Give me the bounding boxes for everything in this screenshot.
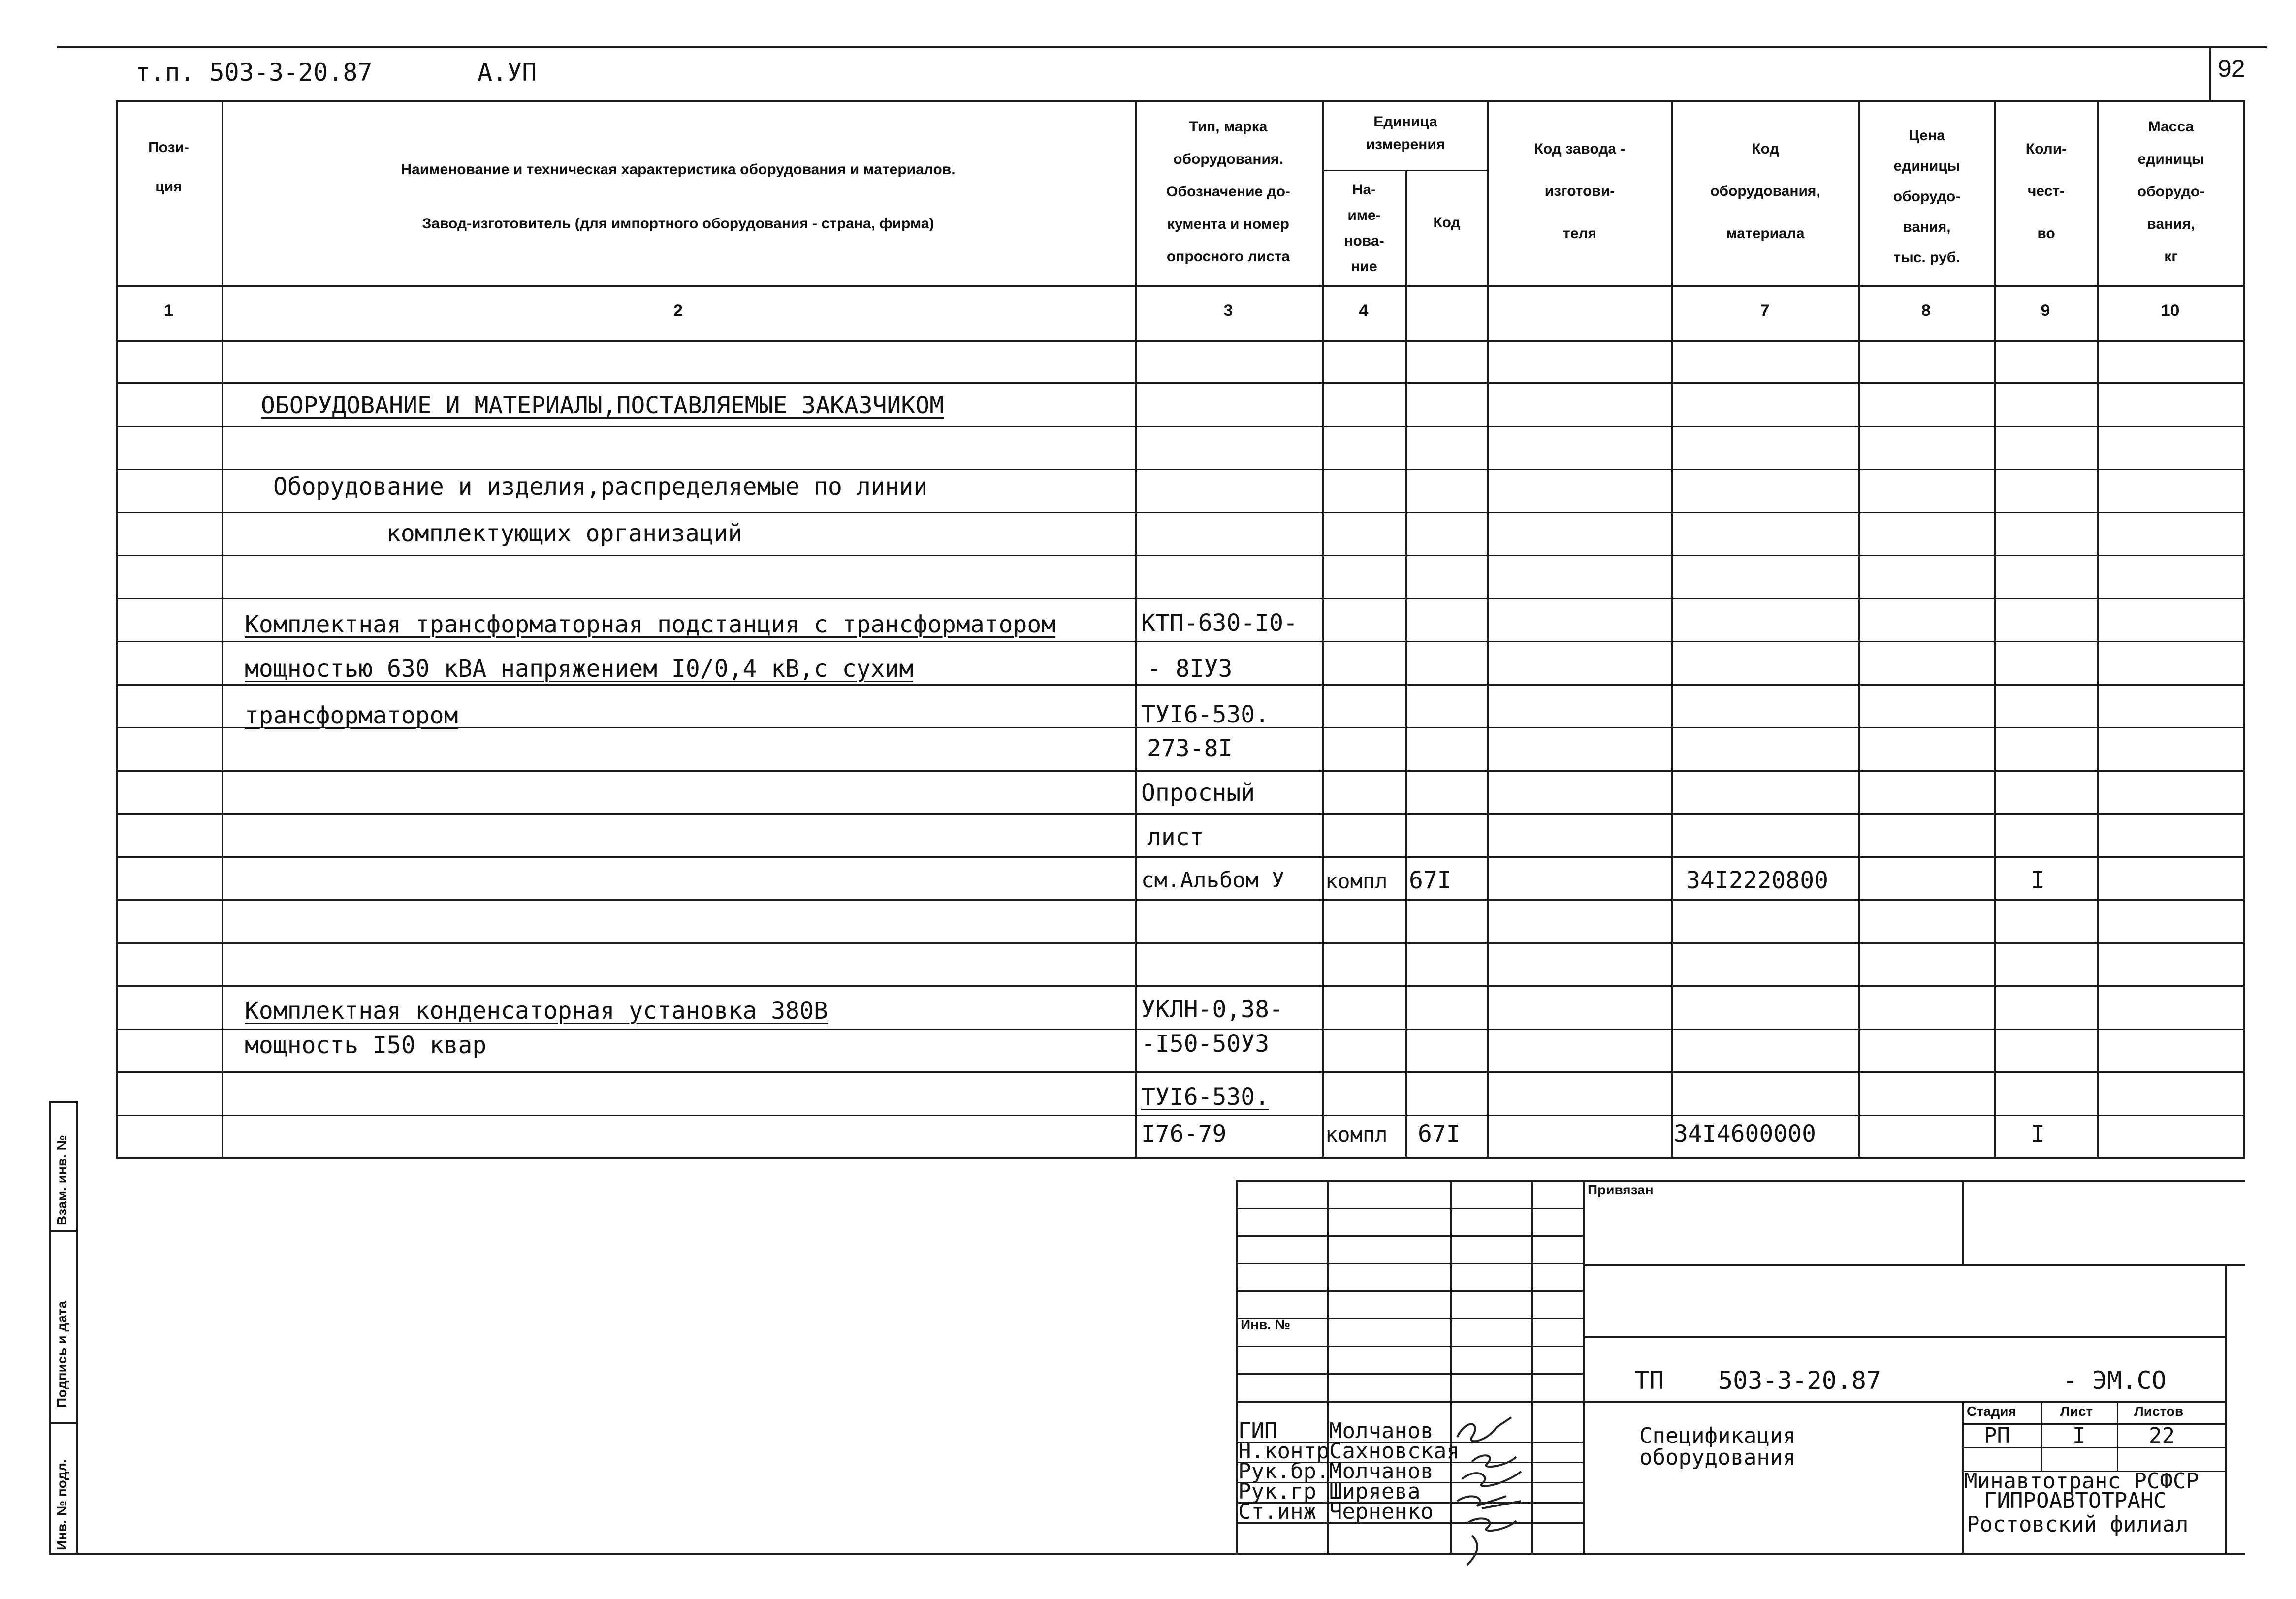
staff-role-5: Ст.инж	[1238, 1499, 1316, 1524]
item2-quantity: I	[2031, 1120, 2045, 1148]
item1-type-line7: см.Альбом У	[1141, 868, 1285, 893]
subsection-title-line2: комплектующих организаций	[386, 520, 742, 547]
item2-unit: компл	[1325, 1123, 1388, 1147]
staff-role-4: Рук.гр	[1238, 1479, 1316, 1504]
header-mass: Масса единицы оборудо- вания, кг	[2137, 119, 2205, 265]
item2-name-line2: мощность I50 квар	[245, 1032, 487, 1059]
album-reference: А.УП	[478, 58, 537, 87]
doc-code-prefix: ТП	[1634, 1366, 1664, 1395]
sheet-value: I	[2073, 1423, 2086, 1448]
sheet-label: Лист	[2060, 1404, 2093, 1419]
page-number: 92	[2218, 55, 2245, 82]
attached-label: Привязан	[1588, 1182, 1654, 1197]
item1-type-line1: КТП-630-I0-	[1141, 609, 1298, 637]
document-reference: т.п. 503-3-20.87	[135, 58, 373, 87]
staff-name-1: Молчанов	[1329, 1418, 1434, 1443]
item1-equipment-code: 34I2220800	[1686, 867, 1828, 894]
item2-name-line1: Комплектная конденсаторная установка 380В	[245, 997, 828, 1025]
item2-type-line2: -I50-50УЗ	[1141, 1030, 1270, 1058]
item1-type-line2: - 8IУЗ	[1147, 655, 1233, 683]
staff-name-2: Сахновская	[1329, 1439, 1460, 1464]
staff-name-4: Ширяева	[1329, 1479, 1421, 1504]
column-number-1: 1	[164, 301, 173, 320]
header-quantity: Коли- чест- во	[2025, 141, 2067, 242]
item2-equipment-code: 34I4600000	[1674, 1120, 1816, 1148]
sheets-label: Листов	[2134, 1404, 2184, 1419]
item2-type-line1: УКЛН-0,38-	[1141, 996, 1283, 1023]
column-number-9: 9	[2041, 301, 2050, 320]
staff-role-3: Рук.бр.	[1238, 1459, 1330, 1484]
side-stamp-original-inv: Инв. № подл.	[54, 1459, 69, 1550]
column-number-3: 3	[1223, 301, 1233, 320]
stage-value: РП	[1984, 1423, 2010, 1448]
staff-name-5: Черненко	[1329, 1499, 1434, 1524]
item1-type-line6: лист	[1147, 823, 1204, 851]
column-number-10: 10	[2161, 301, 2180, 320]
item1-type-line5: Опросный	[1141, 779, 1255, 807]
stage-label: Стадия	[1967, 1404, 2016, 1419]
header-unit-group: Единица измерения	[1366, 114, 1445, 153]
side-stamp-replacement-inv: Взам. инв. №	[54, 1135, 69, 1225]
item1-unit-code: 67I	[1409, 867, 1452, 894]
sheets-value: 22	[2149, 1423, 2175, 1448]
header-position: Пози- ция	[148, 139, 189, 195]
header-equipment-code: Код оборудования, материала	[1710, 141, 1820, 242]
subsection-title-line1: Оборудование и изделия,распределяемые по линии	[273, 473, 928, 501]
item1-type-line4: 273-8I	[1147, 735, 1233, 762]
header-price: Цена единицы оборудо- вания, тыс. руб.	[1893, 127, 1961, 266]
item1-name-line3: трансформатором	[245, 702, 458, 729]
column-number-2: 2	[673, 301, 683, 320]
organization-line1: Минавтотранс РСФСР	[1964, 1469, 2199, 1494]
header-plant-code: Код завода - изготови- теля	[1534, 141, 1626, 242]
organization-line3: Ростовский филиал	[1967, 1512, 2189, 1537]
inventory-label: Инв. №	[1241, 1317, 1291, 1332]
item1-name-line1: Комплектная трансформаторная подстанция с трансформатором	[245, 611, 1056, 638]
staff-role-2: Н.контр	[1238, 1439, 1330, 1464]
item2-unit-code: 67I	[1418, 1120, 1461, 1148]
document-title-line1: Спецификация	[1639, 1423, 1796, 1448]
column-number-4: 4	[1359, 301, 1369, 320]
header-type: Тип, марка оборудования. Обозначение до- кумента и номер опросного листа	[1166, 119, 1290, 265]
doc-code: 503-3-20.87	[1718, 1366, 1881, 1395]
staff-role-1: ГИП	[1238, 1418, 1277, 1443]
header-name: Наименование и техническая характеристика оборудования и материалов. Завод-изготовитель (для импортного оборудования - страна, фирма)	[401, 161, 956, 232]
signatures	[1452, 1408, 1531, 1575]
doc-suffix: - ЭМ.СО	[2063, 1366, 2167, 1395]
item1-quantity: I	[2031, 867, 2045, 894]
column-number-7: 7	[1760, 301, 1770, 320]
item2-type-line3: ТУI6-530.	[1141, 1083, 1270, 1111]
item1-name-line2: мощностью 630 кВА напряжением I0/0,4 кВ,с сухим	[245, 655, 914, 683]
item2-type-line4: I76-79	[1141, 1120, 1227, 1148]
column-number-8: 8	[1921, 301, 1931, 320]
staff-name-3: Молчанов	[1329, 1459, 1434, 1484]
section-title: ОБОРУДОВАНИЕ И МАТЕРИАЛЫ,ПОСТАВЛЯЕМЫЕ ЗАКАЗЧИКОМ	[261, 392, 944, 419]
organization-line2: ГИПРОАВТОТРАНС	[1984, 1488, 2167, 1513]
item1-type-line3: ТУI6-530.	[1141, 701, 1270, 728]
header-unit-code: Код	[1433, 215, 1461, 231]
document-title-line2: оборудования	[1639, 1445, 1796, 1470]
item1-unit: компл	[1325, 869, 1388, 893]
header-unit-name: На- име- нова- ние	[1344, 182, 1384, 275]
side-stamp-signature-date: Подпись и дата	[54, 1301, 69, 1408]
